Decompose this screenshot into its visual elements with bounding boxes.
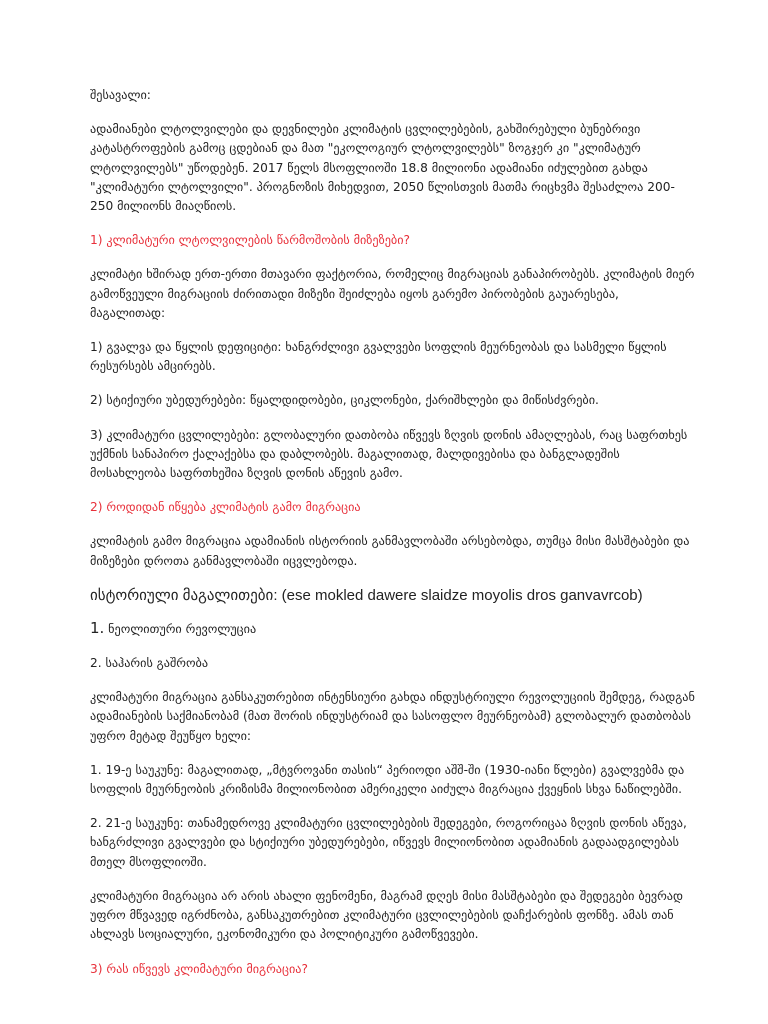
question-1-item-1: 1) გვალვა და წყლის დეფიციტი: ხანგრძლივი გვალვები სოფლის მეურნეობას და სასმელი წყლის რესურსებს ამცირებს. <box>90 340 667 374</box>
century-item-2: 2. 21-ე საუკუნე: თანამედროვე კლიმატური ცვლილებების შედეგები, როგორიცაა ზღვის დონის აწევა, ხანგრძლივი გვალვები და სტიქიური უბედურებები, იწვევს მილიონობით ადამიანის გადაადგილებას მთელ მსოფლიოში. <box>90 816 687 869</box>
question-1-paragraph: კლიმატი ხშირად ერთ-ერთი მთავარი ფაქტორია, რომელიც მიგრაციას განაპირობებს. კლიმატის მიერ გამოწვეული მიგრაციის ძირითადი მიზეზი შეიძლება იყოს გარემო პირობების გაუარესება, მაგალითად: <box>90 267 695 320</box>
history-heading: ისტორიული მაგალითები: (ese mokled dawere slaidze moyolis dros ganvavrcob) <box>90 586 643 604</box>
history-item-1-text: ნეოლითური რევოლუცია <box>104 621 257 636</box>
century-item-1: 1. 19-ე საუკუნე: მაგალითად, „მტვროვანი თასის“ პერიოდი აშშ-ში (1930-იანი წლები) გვალვებმა და სოფლის მეურნეობის კრიზისმა მილიონობით ამერიკელი აიძულა მიგრაცია ქვეყნის სხვა ნაწილებში. <box>90 762 685 797</box>
document-page <box>90 86 695 994</box>
history-item-2: 2. საჰარის გაშრობა <box>90 656 209 671</box>
question-2-heading: 2) როდიდან იწყება კლიმატის გამო მიგრაცია <box>90 500 361 515</box>
question-2-paragraph: კლიმატის გამო მიგრაცია ადამიანის ისტორიის განმავლობაში არსებობდა, თუმცა მისი მასშტაბები და მიზეზები დროთა განმავლობაში იცვლებოდა. <box>90 534 690 568</box>
history-item-1-number: 1. <box>90 618 105 637</box>
history-item-1 <box>90 619 695 639</box>
question-1-item-3: 3) კლიმატური ცვლილებები: გლობალური დათბობა იწვევს ზღვის დონის ამაღლებას, რაც საფრთხეს უქმნის სანაპირო ქალაქებსა და დაბლობებს. მაგალითად, მალდივებისა და ბანგლადეშის მოსახლეობა საფრთხეშია ზღვის დონის აწევის გამო. <box>90 427 688 481</box>
closing-paragraph: კლიმატური მიგრაცია არ არის ახალი ფენომენი, მაგრამ დღეს მისი მასშტაბები და შედეგები ბევრად უფრო მწვავედ იგრძნობა, განსაკუთრებით კლიმატური ცვლილებების დაჩქარების ფონზე. ამას თან ახლავს სოციალური, ეკონომიკური და პოლიტიკური გამოწვევები. <box>90 888 683 942</box>
industrial-paragraph: კლიმატური მიგრაცია განსაკუთრებით ინტენსიური გახდა ინდუსტრიული რევოლუციის შემდეგ, რადგან ადამიანების საქმიანობამ (მათ შორის ინდუსტრიამ და სასოფლო მეურნეობამ) გლობალურ დათბობას უფრო მეტად შეუწყო ხელი: <box>90 690 695 743</box>
question-3-heading: 3) რას იწვევს კლიმატური მიგრაცია? <box>90 961 308 976</box>
intro-label: შესავალი: <box>90 88 151 102</box>
question-1-item-2: 2) სტიქიური უბედურებები: წყალდიდობები, ციკლონები, ქარიშხლები და მიწისძვრები. <box>90 393 599 408</box>
question-1-heading: 1) კლიმატური ლტოლვილების წარმოშობის მიზეზები? <box>90 233 410 248</box>
intro-paragraph: ადამიანები ლტოლვილები და დევნილები კლიმატის ცვლილებების, გახშირებული ბუნებრივი კატასტროფების გამოც ცდებიან და მათ "ეკოლოგიურ ლტოლვილებს" ზოგჯერ კი "კლიმატურ ლტოლვილებს" უწოდებენ. 2017 წელს მსოფლიოში 18.8 მილიონი ადამიანი იძულებით გახდა "კლიმატური ლტოლვილი". პროგნოზის მიხედვით, 2050 წლისთვის მათმა რიცხვმა შესაძლოა 200-250 მილიონს მიაღწიოს. <box>90 122 675 214</box>
